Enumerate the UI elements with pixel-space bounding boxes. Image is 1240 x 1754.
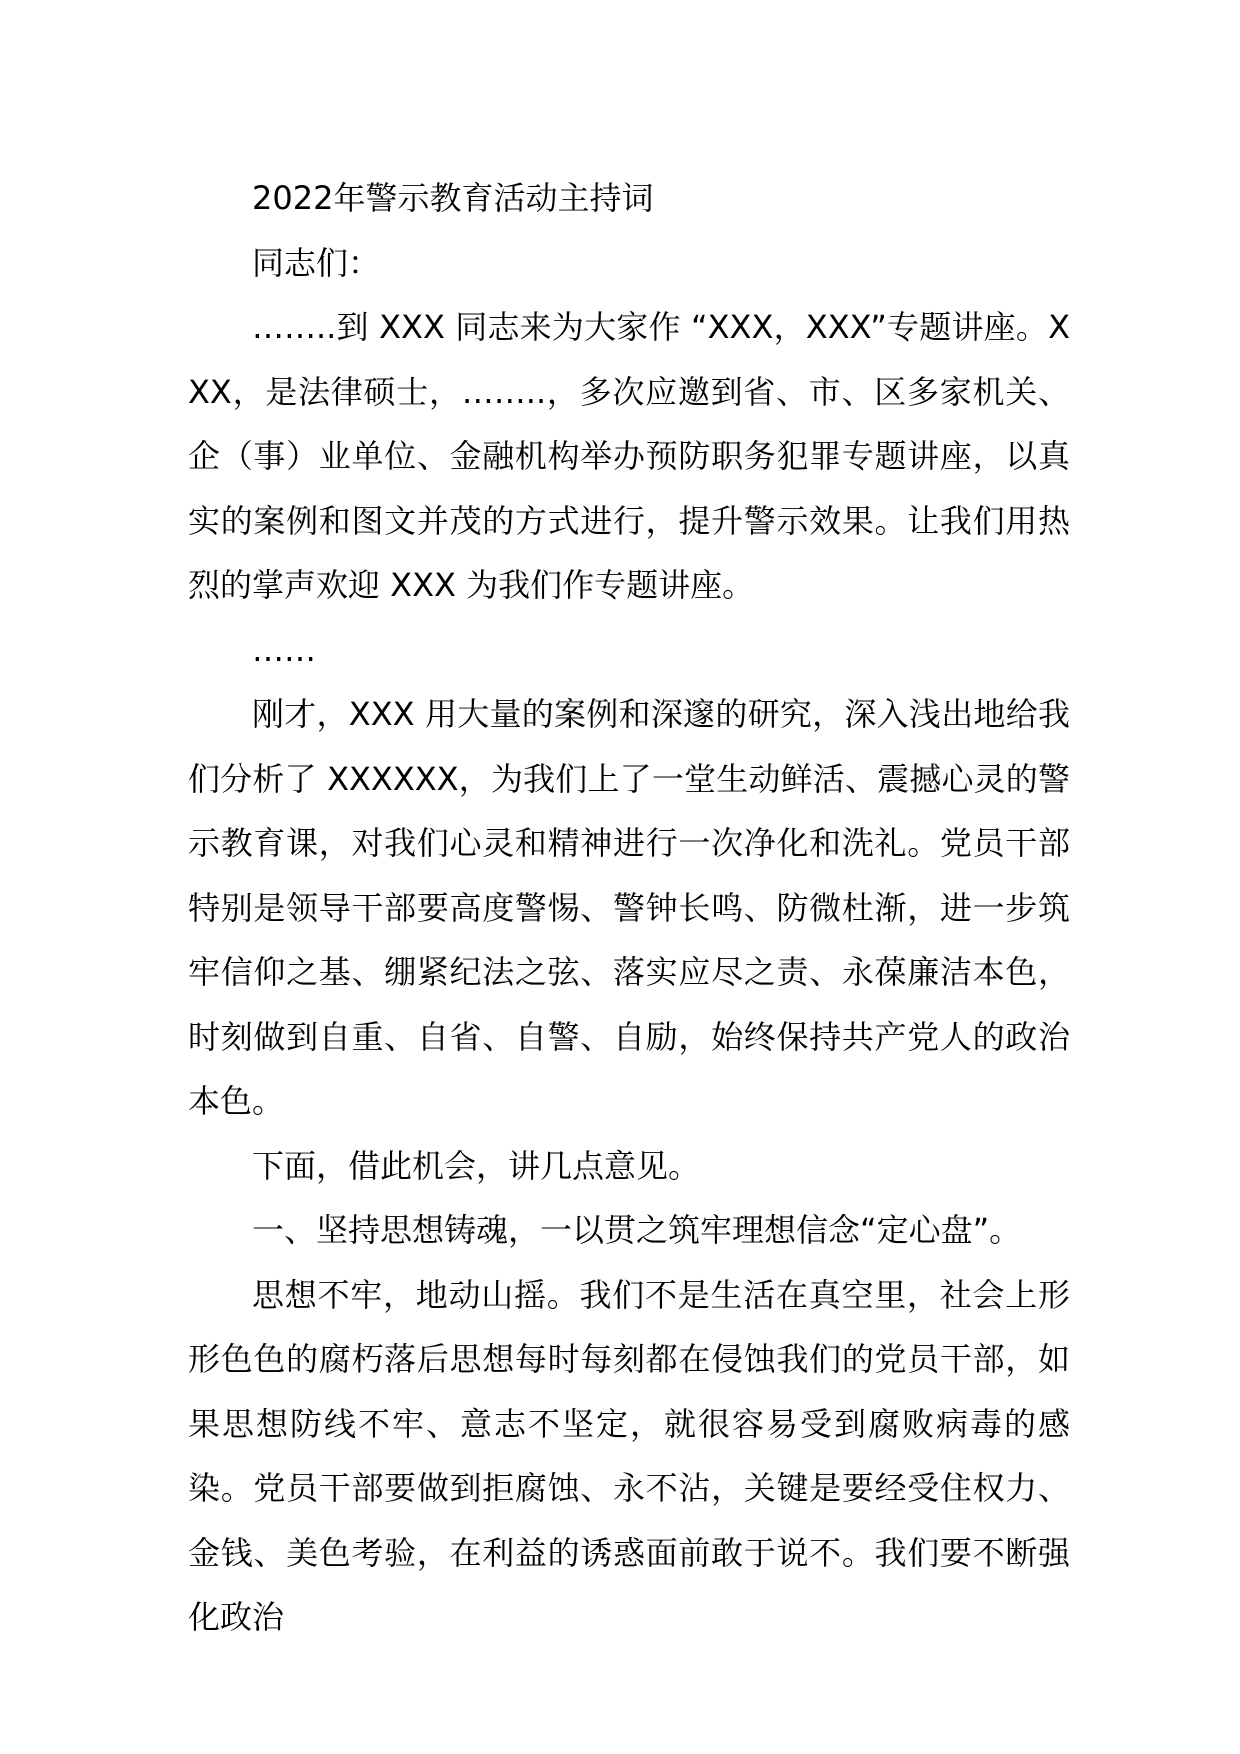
section-heading-1: 一、坚持思想铸魂，一以贯之筑牢理想信念“定心盘”。 xyxy=(252,1211,1022,1249)
paragraph-ellipsis: …… xyxy=(252,630,316,669)
paragraph-summary: 刚才，XXX 用大量的案例和深邃的研究，深入浅出地给我们分析了 XXXXXX，为我们上了一堂生动鲜活、震撼心灵的警示教育课，对我们心灵和精神进行一次净化和洗礼。党员干部特别是领导干部要高度警惕、警钟长鸣、防微杜渐，进一步筑牢信仰之基、绷紧纪法之弦、落实应尽之责、永葆廉洁本色，时刻做到自重、自省、自警、自励，始终保持共产党人的政治本色。 xyxy=(188,695,1070,1120)
paragraph-introduction: ……..到 XXX 同志来为大家作 “XXX，XXX”专题讲座。XXX，是法律硕士，……..，多次应邀到省、市、区多家机关、企（事）业单位、金融机构举办预防职务犯罪专题讲座，以真实的案例和图文并茂的方式进行，提升警示效果。让我们用热烈的掌声欢迎 XXX 为我们作专题讲座。 xyxy=(188,308,1070,604)
document-title: 2022年警示教育活动主持词 xyxy=(252,179,654,217)
document-body xyxy=(188,166,1070,1650)
paragraph-section-1-body: 思想不牢，地动山摇。我们不是生活在真空里，社会上形形色色的腐朽落后思想每时每刻都在侵蚀我们的党员干部，如果思想防线不牢、意志不坚定，就很容易受到腐败病毒的感染。党员干部要做到拒腐蚀、永不沾，关键是要经受住权力、金钱、美色考验，在利益的诱惑面前敢于说不。我们要不断强化政治 xyxy=(188,1275,1070,1636)
paragraph-salutation: 同志们： xyxy=(252,243,381,282)
paragraph-transition: 下面，借此机会，讲几点意见。 xyxy=(252,1146,701,1185)
